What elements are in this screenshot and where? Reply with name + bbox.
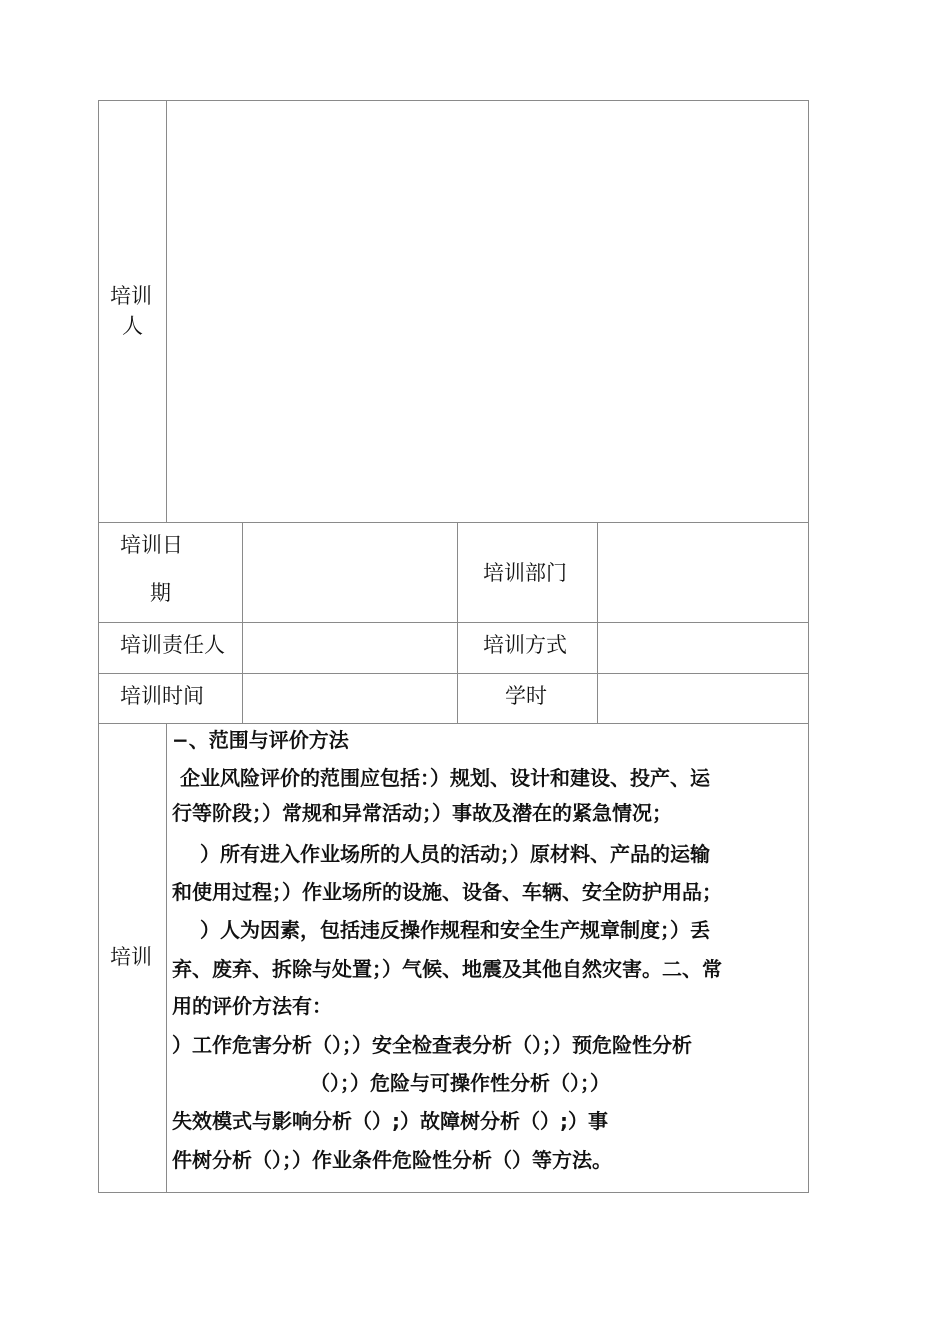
content-line: −、范围与评价方法 xyxy=(172,728,349,752)
trainee-label-line2: 人 xyxy=(122,314,143,338)
content-line: （）；）危险与可操作性分析（）；） xyxy=(310,1071,610,1095)
trainee-label xyxy=(110,286,152,337)
label-column-divider xyxy=(166,723,167,1193)
method-field[interactable] xyxy=(598,623,808,673)
method-label: 培训方式 xyxy=(483,633,567,657)
trainee-label-line1: 培训 xyxy=(110,284,152,308)
hours-label: 学时 xyxy=(505,684,547,708)
content-line: 件树分析（）；）作业条件危险性分析（）等方法。 xyxy=(172,1148,612,1172)
content-line: ）工作危害分析（）；）安全检查表分析（）；）预危险性分析 xyxy=(172,1033,692,1057)
trainee-signature-area[interactable] xyxy=(167,101,808,522)
content-line: 弃、废弃、拆除与处置；）气候、地震及其他自然灾害。二、常 xyxy=(172,957,722,981)
content-line: 行等阶段；）常规和异常活动；）事故及潜在的紧急情况； xyxy=(172,801,672,825)
content-line: ）人为因素，包括违反操作规程和安全生产规章制度；）丢 xyxy=(200,918,710,942)
content-line: ）所有进入作业场所的人员的活动；）原材料、产品的运输 xyxy=(200,842,710,866)
row-divider xyxy=(98,723,809,724)
content-line: 失效模式与影响分析（）;）故障树分析（）;）事 xyxy=(172,1109,608,1133)
hours-field[interactable] xyxy=(598,674,808,723)
content-line: 用的评价方法有： xyxy=(172,994,332,1018)
date-field[interactable] xyxy=(243,523,457,622)
content-label: 培训 xyxy=(110,945,152,969)
time-field[interactable] xyxy=(243,674,457,723)
responsible-label: 培训责任人 xyxy=(120,633,225,657)
date-label-line1: 培训日 xyxy=(120,533,183,557)
department-label: 培训部门 xyxy=(483,561,567,585)
date-label-line2: 期 xyxy=(150,581,171,605)
content-line: 和使用过程；）作业场所的设施、设备、车辆、安全防护用品； xyxy=(172,880,722,904)
responsible-field[interactable] xyxy=(243,623,457,673)
info-column-divider xyxy=(457,522,458,723)
time-label: 培训时间 xyxy=(120,684,204,708)
department-field[interactable] xyxy=(598,523,808,622)
content-line: 企业风险评价的范围应包括：）规划、设计和建设、投产、运 xyxy=(180,766,710,790)
